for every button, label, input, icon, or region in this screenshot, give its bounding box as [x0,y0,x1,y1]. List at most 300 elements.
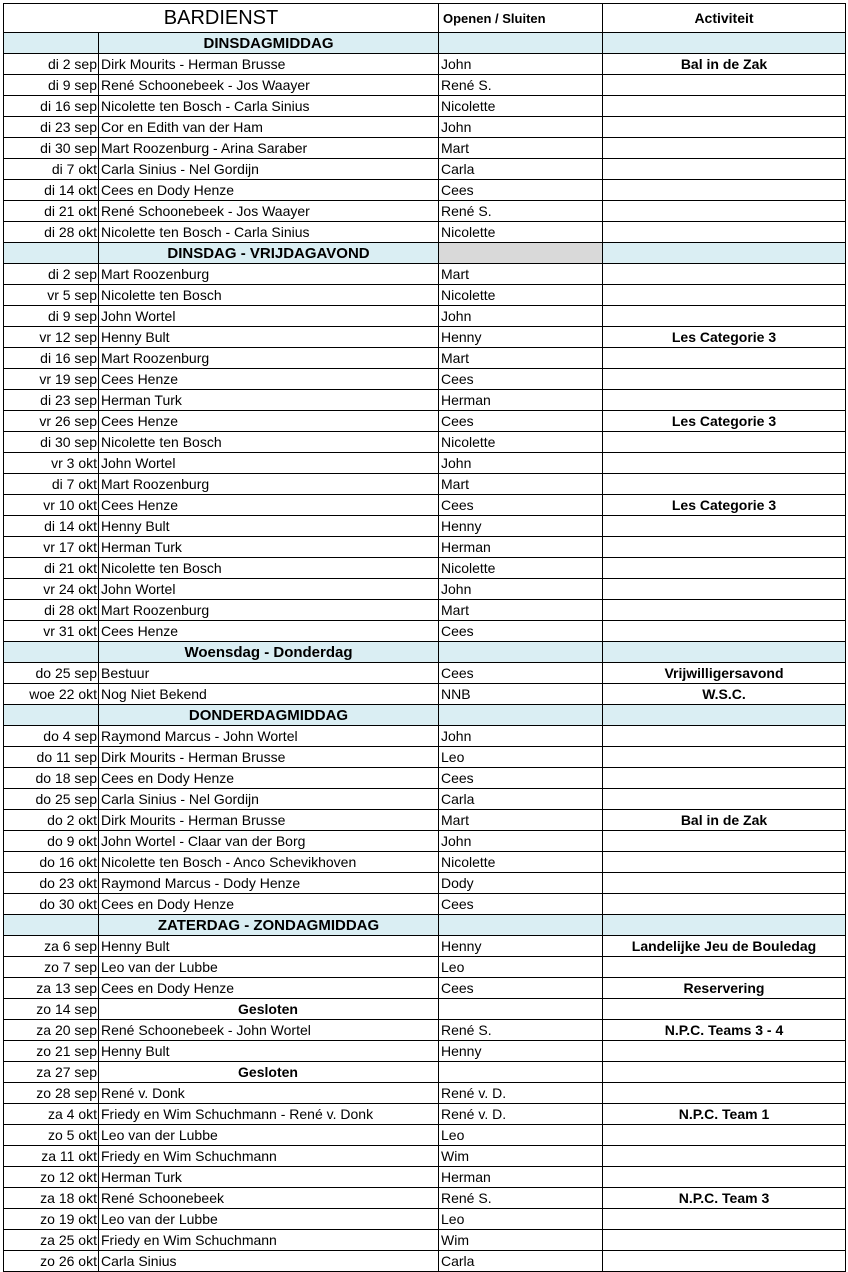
activity-cell [603,201,846,222]
table-row [4,810,846,831]
date-cell: do 4 sep [4,726,99,747]
table-row [4,474,846,495]
table-row [4,978,846,999]
date-cell: di 30 sep [4,432,99,453]
names-cell: Carla Sinius - Nel Gordijn [99,789,439,810]
date-cell: vr 3 okt [4,453,99,474]
open-close-cell: Henny [439,936,603,957]
activity-cell [603,306,846,327]
table-row [4,852,846,873]
section-title: DINSDAGMIDDAG [99,33,439,54]
date-cell: zo 12 okt [4,1167,99,1188]
table-row [4,936,846,957]
table-row [4,96,846,117]
table-row [4,726,846,747]
activity-cell: Bal in de Zak [603,810,846,831]
activity-cell [603,1041,846,1062]
date-cell: do 16 okt [4,852,99,873]
table-row [4,1230,846,1251]
date-cell: zo 5 okt [4,1125,99,1146]
open-close-cell: John [439,54,603,75]
table-row [4,684,846,705]
date-cell: zo 28 sep [4,1083,99,1104]
section-title: DONDERDAGMIDDAG [99,705,439,726]
names-cell: Nicolette ten Bosch [99,285,439,306]
names-cell: Cees Henze [99,495,439,516]
names-cell: Nicolette ten Bosch [99,558,439,579]
activity-cell: Landelijke Jeu de Bouledag [603,936,846,957]
date-cell: do 25 sep [4,663,99,684]
open-close-cell: Leo [439,957,603,978]
names-cell: Dirk Mourits - Herman Brusse [99,747,439,768]
names-cell: John Wortel [99,306,439,327]
date-cell: do 23 okt [4,873,99,894]
names-cell: Cees Henze [99,411,439,432]
date-cell: di 16 sep [4,348,99,369]
date-cell: za 4 okt [4,1104,99,1125]
section-title: Woensdag - Donderdag [99,642,439,663]
table-row [4,957,846,978]
activity-cell [603,348,846,369]
date-cell: do 11 sep [4,747,99,768]
open-close-cell: Nicolette [439,558,603,579]
section-header-row [4,915,846,936]
names-cell: Nog Niet Bekend [99,684,439,705]
table-row [4,138,846,159]
table-row [4,54,846,75]
open-close-cell: Wim [439,1230,603,1251]
activity-cell: Vrijwilligersavond [603,663,846,684]
date-cell: vr 5 sep [4,285,99,306]
open-close-cell: Carla [439,159,603,180]
table-row [4,537,846,558]
names-cell: Leo van der Lubbe [99,1209,439,1230]
activity-cell [603,600,846,621]
activity-cell [603,117,846,138]
activity-cell [603,579,846,600]
activity-cell: Bal in de Zak [603,54,846,75]
open-close-cell: Mart [439,264,603,285]
open-close-cell: Cees [439,978,603,999]
open-close-cell: Mart [439,810,603,831]
activity-cell: Les Categorie 3 [603,327,846,348]
table-row [4,600,846,621]
section-empty-cell [603,705,846,726]
names-cell: Cees Henze [99,369,439,390]
date-cell: za 13 sep [4,978,99,999]
date-cell: woe 22 okt [4,684,99,705]
closed-cell: Gesloten [99,999,439,1020]
open-close-cell: Cees [439,495,603,516]
names-cell: Henny Bult [99,516,439,537]
activity-cell [603,1083,846,1104]
open-close-cell: Nicolette [439,96,603,117]
names-cell: Nicolette ten Bosch - Carla Sinius [99,96,439,117]
table-row [4,999,846,1020]
activity-cell: Reservering [603,978,846,999]
activity-cell: Les Categorie 3 [603,411,846,432]
activity-cell: W.S.C. [603,684,846,705]
activity-cell [603,894,846,915]
activity-cell [603,390,846,411]
table-row [4,558,846,579]
activity-cell [603,768,846,789]
date-cell: do 9 okt [4,831,99,852]
names-cell: Bestuur [99,663,439,684]
names-cell: John Wortel - Claar van der Borg [99,831,439,852]
date-cell: di 7 okt [4,474,99,495]
table-row [4,621,846,642]
date-cell: vr 26 sep [4,411,99,432]
open-close-cell: Herman [439,1167,603,1188]
section-empty-cell [4,915,99,936]
activity-cell [603,1167,846,1188]
date-cell: za 27 sep [4,1062,99,1083]
activity-cell: N.P.C. Team 3 [603,1188,846,1209]
names-cell: Carla Sinius - Nel Gordijn [99,159,439,180]
activity-cell [603,138,846,159]
open-close-cell: René v. D. [439,1083,603,1104]
activity-cell [603,432,846,453]
activity-cell [603,1209,846,1230]
section-empty-cell [603,915,846,936]
table-row [4,873,846,894]
activity-cell [603,222,846,243]
open-close-cell: Leo [439,1209,603,1230]
section-empty-cell [439,642,603,663]
table-row [4,894,846,915]
names-cell: John Wortel [99,579,439,600]
names-cell: Friedy en Wim Schuchmann [99,1230,439,1251]
names-cell: Cees en Dody Henze [99,978,439,999]
names-cell: Herman Turk [99,1167,439,1188]
open-close-cell: Nicolette [439,432,603,453]
open-close-cell: Nicolette [439,852,603,873]
date-cell: zo 7 sep [4,957,99,978]
table-row [4,348,846,369]
names-cell: Cees Henze [99,621,439,642]
open-close-cell: Carla [439,1251,603,1272]
date-cell: di 23 sep [4,117,99,138]
activity-cell [603,1062,846,1083]
section-header-row [4,243,846,264]
table-row [4,285,846,306]
section-empty-cell [603,243,846,264]
activity-cell: N.P.C. Team 1 [603,1104,846,1125]
open-close-cell: Mart [439,348,603,369]
table-row [4,180,846,201]
table-row [4,1083,846,1104]
activity-cell [603,957,846,978]
activity-cell: N.P.C. Teams 3 - 4 [603,1020,846,1041]
activity-cell [603,516,846,537]
open-close-cell: John [439,579,603,600]
open-close-cell: René S. [439,201,603,222]
table-row [4,306,846,327]
open-close-cell: Wim [439,1146,603,1167]
table-row [4,222,846,243]
open-close-cell: Herman [439,537,603,558]
activity-cell [603,1230,846,1251]
open-close-cell: Henny [439,516,603,537]
names-cell: Henny Bult [99,1041,439,1062]
activity-cell [603,264,846,285]
activity-cell [603,726,846,747]
activity-cell [603,1251,846,1272]
date-cell: vr 24 okt [4,579,99,600]
section-empty-cell [439,705,603,726]
date-cell: di 30 sep [4,138,99,159]
date-cell: za 18 okt [4,1188,99,1209]
table-row [4,1041,846,1062]
date-cell: za 20 sep [4,1020,99,1041]
table-row [4,1125,846,1146]
names-cell: Raymond Marcus - John Wortel [99,726,439,747]
open-close-cell: Cees [439,768,603,789]
date-cell: za 25 okt [4,1230,99,1251]
closed-cell: Gesloten [99,1062,439,1083]
section-header-row [4,33,846,54]
section-header-row [4,642,846,663]
open-close-cell [439,1062,603,1083]
section-empty-cell [439,33,603,54]
table-row [4,201,846,222]
names-cell: René Schoonebeek [99,1188,439,1209]
names-cell: Mart Roozenburg [99,348,439,369]
table-row [4,1251,846,1272]
section-empty-cell [439,243,603,264]
date-cell: di 14 okt [4,516,99,537]
column-header-open-close: Openen / Sluiten [439,4,603,33]
names-cell: René Schoonebeek - Jos Waayer [99,75,439,96]
date-cell: za 6 sep [4,936,99,957]
open-close-cell: Leo [439,747,603,768]
date-cell: di 28 okt [4,600,99,621]
open-close-cell: Cees [439,411,603,432]
open-close-cell [439,999,603,1020]
column-header-activity: Activiteit [603,4,846,33]
activity-cell [603,789,846,810]
activity-cell [603,852,846,873]
section-empty-cell [439,915,603,936]
open-close-cell: Leo [439,1125,603,1146]
date-cell: di 2 sep [4,264,99,285]
table-row [4,1062,846,1083]
section-header-row [4,705,846,726]
open-close-cell: Cees [439,621,603,642]
open-close-cell: Dody [439,873,603,894]
activity-cell [603,96,846,117]
table-row [4,789,846,810]
date-cell: zo 14 sep [4,999,99,1020]
open-close-cell: Herman [439,390,603,411]
section-empty-cell [4,705,99,726]
date-cell: vr 17 okt [4,537,99,558]
names-cell: Friedy en Wim Schuchmann [99,1146,439,1167]
open-close-cell: Mart [439,138,603,159]
date-cell: di 16 sep [4,96,99,117]
names-cell: René v. Donk [99,1083,439,1104]
names-cell: Leo van der Lubbe [99,957,439,978]
activity-cell [603,621,846,642]
names-cell: Cees en Dody Henze [99,768,439,789]
table-row [4,1188,846,1209]
table-body [4,4,846,1272]
names-cell: Henny Bult [99,936,439,957]
names-cell: Nicolette ten Bosch [99,432,439,453]
date-cell: di 9 sep [4,306,99,327]
section-title: ZATERDAG - ZONDAGMIDDAG [99,915,439,936]
table-row [4,327,846,348]
table-row [4,411,846,432]
names-cell: Friedy en Wim Schuchmann - René v. Donk [99,1104,439,1125]
activity-cell [603,831,846,852]
table-row [4,369,846,390]
names-cell: Carla Sinius [99,1251,439,1272]
date-cell: vr 12 sep [4,327,99,348]
date-cell: vr 19 sep [4,369,99,390]
names-cell: Nicolette ten Bosch - Carla Sinius [99,222,439,243]
names-cell: Herman Turk [99,390,439,411]
date-cell: vr 31 okt [4,621,99,642]
open-close-cell: Henny [439,327,603,348]
section-empty-cell [4,243,99,264]
activity-cell [603,558,846,579]
date-cell: di 7 okt [4,159,99,180]
open-close-cell: Cees [439,894,603,915]
date-cell: vr 10 okt [4,495,99,516]
names-cell: Dirk Mourits - Herman Brusse [99,54,439,75]
names-cell: Cees en Dody Henze [99,180,439,201]
section-empty-cell [603,33,846,54]
table-row [4,432,846,453]
table-row [4,390,846,411]
date-cell: do 2 okt [4,810,99,831]
open-close-cell: NNB [439,684,603,705]
names-cell: René Schoonebeek - Jos Waayer [99,201,439,222]
activity-cell [603,285,846,306]
date-cell: di 21 okt [4,201,99,222]
open-close-cell: Nicolette [439,222,603,243]
activity-cell [603,159,846,180]
open-close-cell: Cees [439,180,603,201]
table-row [4,663,846,684]
date-cell: di 28 okt [4,222,99,243]
date-cell: di 2 sep [4,54,99,75]
date-cell: do 18 sep [4,768,99,789]
table-row [4,516,846,537]
activity-cell [603,1125,846,1146]
open-close-cell: John [439,117,603,138]
activity-cell [603,474,846,495]
date-cell: di 14 okt [4,180,99,201]
table-row [4,159,846,180]
open-close-cell: Henny [439,1041,603,1062]
activity-cell [603,1146,846,1167]
table-row [4,1146,846,1167]
names-cell: Mart Roozenburg - Arina Saraber [99,138,439,159]
table-row [4,117,846,138]
names-cell: John Wortel [99,453,439,474]
open-close-cell: Carla [439,789,603,810]
activity-cell [603,75,846,96]
table-row [4,1209,846,1230]
open-close-cell: John [439,306,603,327]
table-row [4,747,846,768]
open-close-cell: John [439,453,603,474]
bardienst-table [3,3,846,1272]
open-close-cell: Mart [439,600,603,621]
table-row [4,831,846,852]
section-empty-cell [4,33,99,54]
open-close-cell: René S. [439,1188,603,1209]
date-cell: za 11 okt [4,1146,99,1167]
names-cell: Cees en Dody Henze [99,894,439,915]
names-cell: Mart Roozenburg [99,474,439,495]
activity-cell [603,369,846,390]
date-cell: do 25 sep [4,789,99,810]
open-close-cell: John [439,831,603,852]
section-empty-cell [4,642,99,663]
activity-cell [603,873,846,894]
table-row [4,495,846,516]
names-cell: Raymond Marcus - Dody Henze [99,873,439,894]
open-close-cell: John [439,726,603,747]
activity-cell [603,180,846,201]
open-close-cell: Cees [439,663,603,684]
open-close-cell: René S. [439,75,603,96]
date-cell: di 23 sep [4,390,99,411]
table-row [4,453,846,474]
page-title: BARDIENST [4,4,439,33]
table-row [4,768,846,789]
date-cell: do 30 okt [4,894,99,915]
open-close-cell: Nicolette [439,285,603,306]
open-close-cell: Cees [439,369,603,390]
open-close-cell: René S. [439,1020,603,1041]
names-cell: Henny Bult [99,327,439,348]
names-cell: Dirk Mourits - Herman Brusse [99,810,439,831]
table-row [4,264,846,285]
table-row [4,1167,846,1188]
activity-cell [603,537,846,558]
names-cell: Cor en Edith van der Ham [99,117,439,138]
date-cell: di 21 okt [4,558,99,579]
names-cell: Mart Roozenburg [99,264,439,285]
names-cell: Leo van der Lubbe [99,1125,439,1146]
section-title: DINSDAG - VRIJDAGAVOND [99,243,439,264]
names-cell: Nicolette ten Bosch - Anco Schevikhoven [99,852,439,873]
names-cell: Mart Roozenburg [99,600,439,621]
date-cell: zo 19 okt [4,1209,99,1230]
names-cell: René Schoonebeek - John Wortel [99,1020,439,1041]
activity-cell [603,747,846,768]
table-row [4,579,846,600]
date-cell: di 9 sep [4,75,99,96]
open-close-cell: René v. D. [439,1104,603,1125]
activity-cell: Les Categorie 3 [603,495,846,516]
table-row [4,1104,846,1125]
date-cell: zo 26 okt [4,1251,99,1272]
table-row [4,75,846,96]
table-row [4,1020,846,1041]
open-close-cell: Mart [439,474,603,495]
date-cell: zo 21 sep [4,1041,99,1062]
names-cell: Herman Turk [99,537,439,558]
section-empty-cell [603,642,846,663]
activity-cell [603,999,846,1020]
activity-cell [603,453,846,474]
